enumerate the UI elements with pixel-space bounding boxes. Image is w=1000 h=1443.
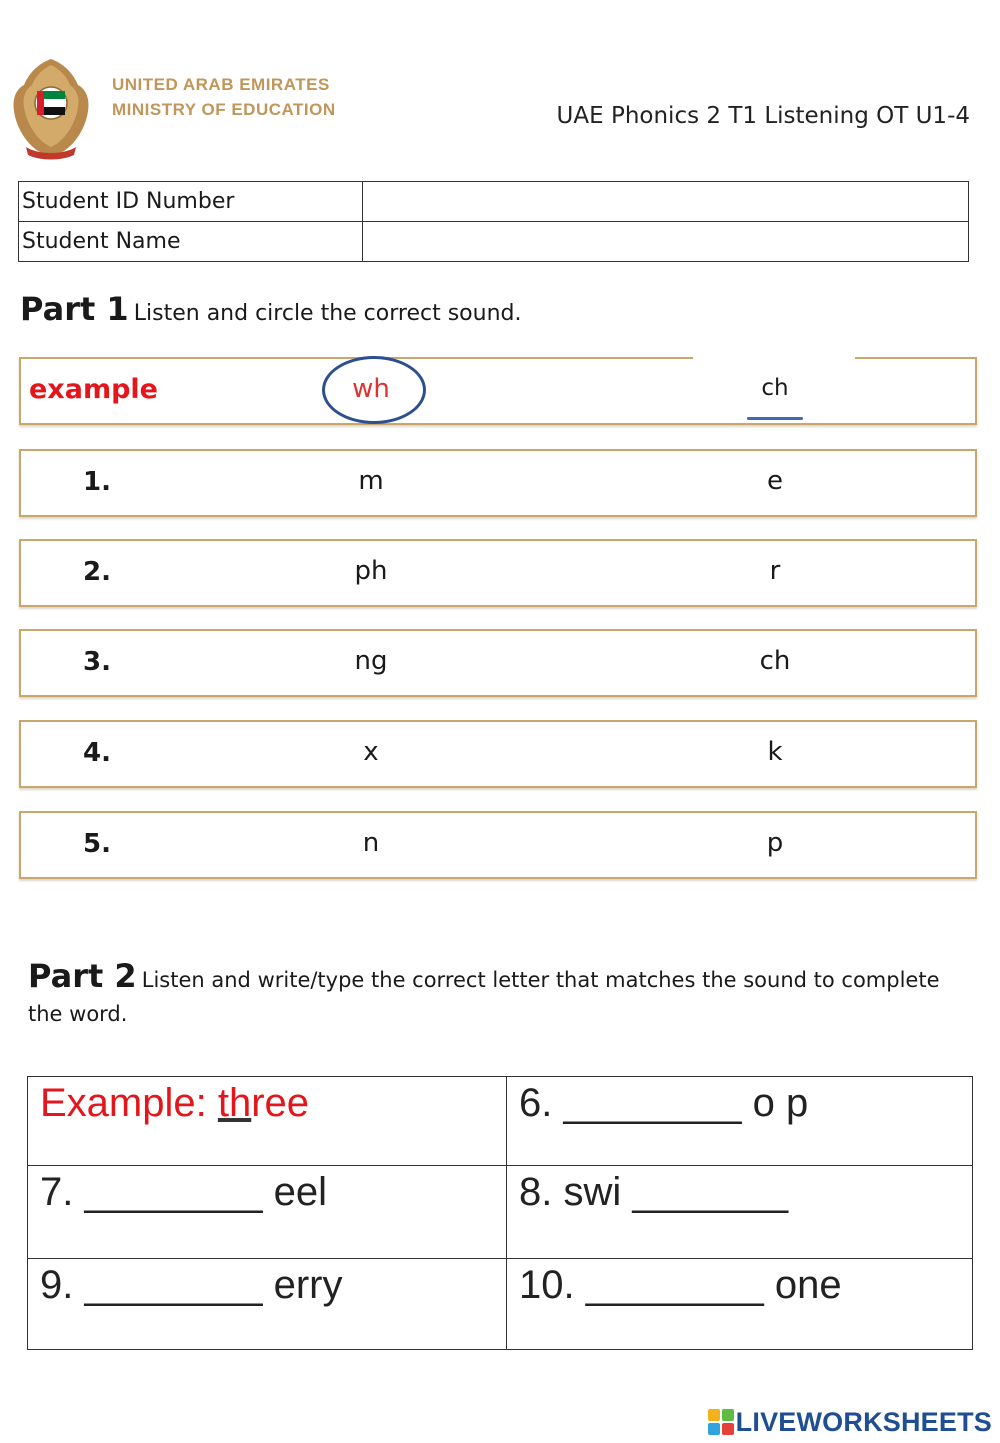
frame-gap [693,355,855,361]
item-number: 6. [519,1081,553,1125]
part1-example-row [19,357,977,425]
part2-heading [28,957,973,1032]
sound-option-a[interactable]: ng [354,646,388,676]
answer-blank[interactable]: ________ [563,1081,742,1125]
sound-option-b[interactable]: p [766,828,784,858]
part2-item-cell [507,1166,973,1259]
item-number: 8. [519,1170,553,1214]
table-row [28,1166,973,1259]
liveworksheets-logo[interactable] [708,1408,992,1436]
sound-option-b[interactable]: r [769,556,781,586]
answer-blank[interactable]: _______ [632,1170,789,1214]
logo-square-icon [722,1409,734,1421]
example-option-b[interactable]: ch [761,375,789,401]
item-number: 2. [83,557,111,587]
table-row [28,1259,973,1350]
word-prefix: swi [563,1170,622,1214]
example-rest: ree [251,1081,310,1125]
sound-option-a[interactable]: ph [354,556,388,586]
part2-instruction: Listen and write/type the correct letter that matches the sound to complete the word. [28,968,940,1026]
student-id-label: Student ID Number [19,182,363,222]
part1-item-row [19,539,977,607]
document-title: UAE Phonics 2 T1 Listening OT U1-4 [556,103,970,129]
liveworksheets-logo-text: LIVEWORKSHEETS [735,1406,992,1437]
part2-item-cell [28,1259,507,1350]
part1-item-row [19,629,977,697]
word-suffix: eel [273,1170,327,1214]
part2-title: Part 2 [28,957,137,995]
logo-square-icon [708,1409,720,1421]
student-id-field[interactable] [363,182,969,222]
answer-blank[interactable]: ________ [84,1263,263,1307]
example-underlined: th [217,1081,252,1125]
word-suffix: erry [273,1263,343,1307]
item-number: 3. [83,647,111,677]
sound-option-b[interactable]: ch [759,646,791,676]
student-name-field[interactable] [363,222,969,262]
ministry-line-1: UNITED ARAB EMIRATES [112,75,330,94]
part1-heading [20,290,521,328]
item-number: 7. [40,1170,74,1214]
item-number: 10. [519,1263,575,1307]
part1-item-row [19,720,977,788]
example-label: example [29,374,158,405]
item-number: 1. [83,467,111,497]
part1-title: Part 1 [20,290,129,328]
ministry-line-2: MINISTRY OF EDUCATION [112,100,336,119]
student-info-table [18,181,969,262]
liveworksheets-logo-icon [708,1409,734,1435]
example-option-a[interactable]: wh [352,374,390,404]
part1-instruction: Listen and circle the correct sound. [133,301,522,326]
word-suffix: o p [752,1081,809,1125]
sound-option-a[interactable]: n [362,828,380,858]
answer-blank[interactable]: ________ [84,1170,263,1214]
sound-option-b[interactable]: e [767,466,783,496]
table-row [28,1077,973,1166]
part1-item-row [19,449,977,517]
part2-table [27,1076,973,1350]
example-underline-mark [747,417,803,420]
student-name-row [19,222,969,262]
logo-square-icon [708,1423,720,1435]
sound-option-a[interactable]: m [358,466,384,496]
part2-example-cell [28,1077,507,1166]
item-number: 9. [40,1263,74,1307]
item-number: 4. [83,738,111,768]
part1-item-row [19,811,977,879]
student-name-label: Student Name [19,222,363,262]
answer-blank[interactable]: ________ [585,1263,764,1307]
part2-item-cell [28,1166,507,1259]
part2-item-cell [507,1077,973,1166]
item-number: 5. [83,829,111,859]
sound-option-a[interactable]: x [363,737,379,767]
student-id-row [19,182,969,222]
uae-emblem-icon [10,55,92,161]
word-suffix: one [774,1263,842,1307]
example-label: Example: [40,1081,207,1125]
sound-option-b[interactable]: k [767,737,783,767]
part2-item-cell [507,1259,973,1350]
logo-square-icon [722,1423,734,1435]
